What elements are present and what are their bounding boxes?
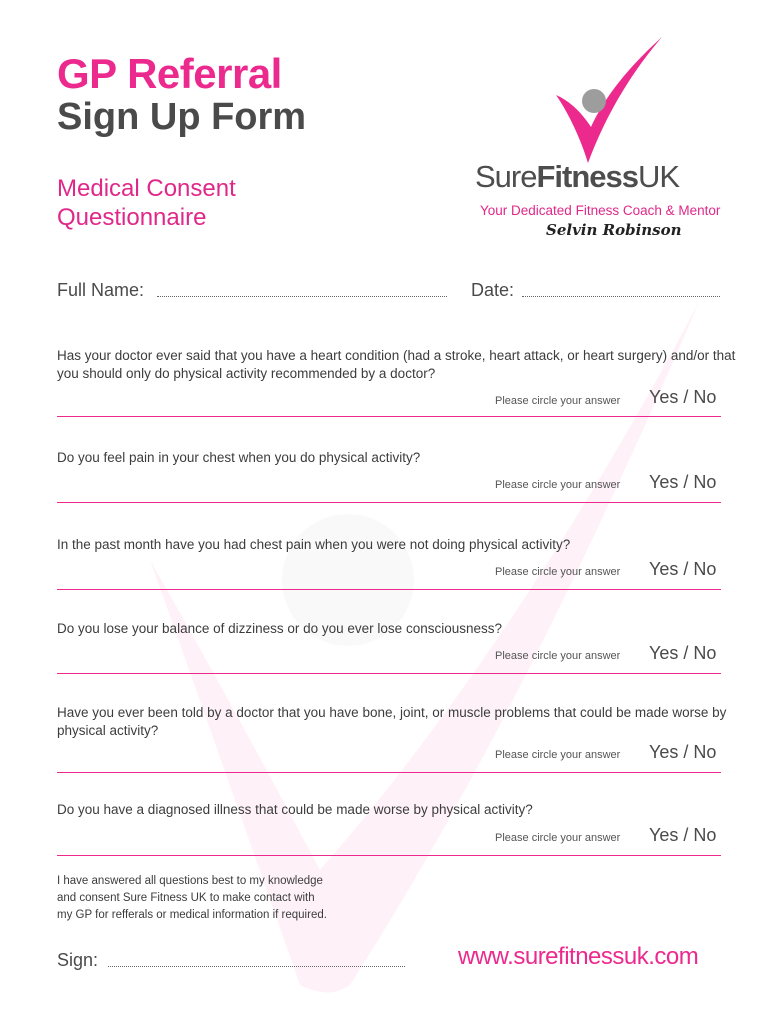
brand-name-bold: Fitness	[536, 159, 639, 194]
website-link[interactable]: www.surefitnessuk.com	[458, 943, 699, 970]
signature-input[interactable]	[108, 966, 405, 967]
yes-no-answer[interactable]: Yes / No	[649, 643, 717, 663]
answer-hint: Please circle your answer	[495, 395, 621, 407]
swoosh-logo-icon	[470, 35, 740, 165]
brand-name-suffix: UK	[638, 159, 680, 194]
form-title: GP Referral	[57, 50, 282, 97]
date-label: Date:	[471, 280, 515, 300]
answer-divider	[57, 855, 721, 856]
brand-name	[475, 159, 679, 195]
yes-no-answer[interactable]: Yes / No	[649, 825, 717, 845]
question-text: In the past month have you had chest pain when you were not doing physical activity?	[57, 537, 571, 552]
answer-divider	[57, 502, 721, 503]
question-text: Do you lose your balance of dizziness or do you ever lose consciousness?	[57, 621, 502, 636]
answer-hint: Please circle your answer	[495, 650, 621, 662]
yes-no-answer[interactable]: Yes / No	[649, 387, 717, 407]
question-text: Do you feel pain in your chest when you do physical activity?	[57, 450, 421, 465]
answer-hint: Please circle your answer	[495, 832, 621, 844]
subtitle-line: Questionnaire	[57, 204, 207, 231]
coach-signature: Selvin Robinson	[546, 221, 682, 239]
question-text: Do you have a diagnosed illness that could be made worse by physical activity?	[57, 802, 533, 817]
answer-divider	[57, 416, 721, 417]
consent-statement	[57, 873, 377, 924]
answer-divider	[57, 589, 721, 590]
yes-no-answer[interactable]: Yes / No	[649, 742, 717, 762]
answer-divider	[57, 772, 721, 773]
question-text: Has your doctor ever said that you have a heart condition (had a stroke, heart attack, or heart surgery) and/or that you should only do physical activity recommended by a doctor?	[57, 348, 736, 381]
form-subtitle	[57, 174, 347, 232]
form-title-sub: Sign Up Form	[57, 96, 307, 138]
brand-tagline: Your Dedicated Fitness Coach & Mentor	[480, 203, 721, 218]
question-text: Have you ever been told by a doctor that you have bone, joint, or muscle problems that could be made worse by physical activity?	[57, 705, 727, 738]
full-name-label: Full Name:	[57, 280, 145, 300]
brand-name-light: Sure	[475, 159, 537, 194]
answer-hint: Please circle your answer	[495, 566, 621, 578]
yes-no-answer[interactable]: Yes / No	[649, 559, 717, 579]
sign-label: Sign:	[57, 950, 99, 970]
consent-line: my GP for refferals or medical information if required.	[57, 909, 327, 921]
date-input[interactable]	[522, 296, 720, 297]
subtitle-line: Medical Consent	[57, 175, 236, 202]
answer-hint: Please circle your answer	[495, 479, 621, 491]
consent-line: and consent Sure Fitness UK to make contact with	[57, 892, 315, 904]
answer-hint: Please circle your answer	[495, 749, 621, 761]
answer-divider	[57, 673, 721, 674]
consent-line: I have answered all questions best to my knowledge	[57, 875, 323, 887]
yes-no-answer[interactable]: Yes / No	[649, 472, 717, 492]
full-name-input[interactable]	[157, 296, 447, 297]
brand-logo	[470, 35, 740, 250]
